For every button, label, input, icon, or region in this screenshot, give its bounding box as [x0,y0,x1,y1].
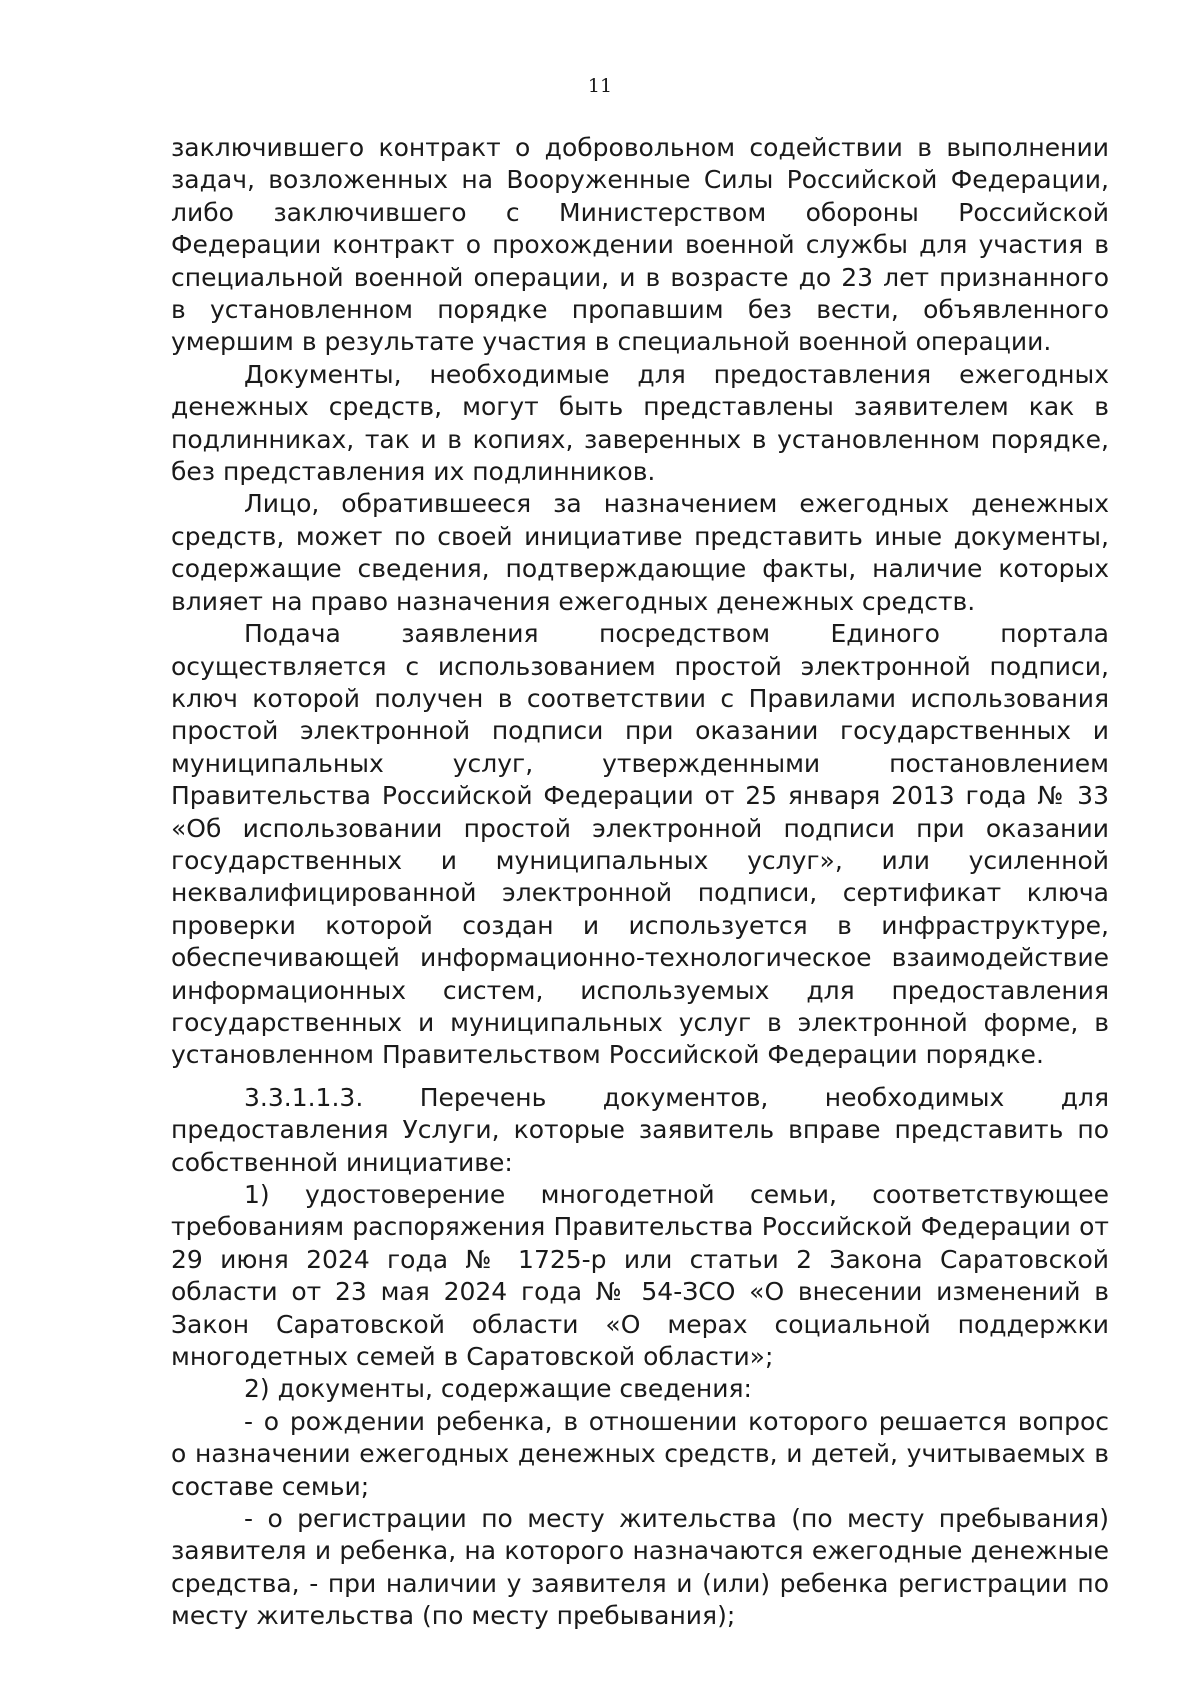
list-item-2: 2) документы, содержащие сведения: [244,1374,752,1404]
paragraph-documents-originals: Документы, необходимые для предоставления ежегодных денежных средств, могут быть представлены заявителем как в подлинниках, так и в копиях, заверенных в установленном порядке, без представления их подлинников. [171,359,1109,487]
paragraph-additional-documents: Лицо, обратившееся за назначением ежегодных денежных средств, может по своей инициативе представить иные документы, содержащие сведения, подтверждающие факты, наличие которых влияет на право назначения ежегодных денежных средств. [171,489,1109,616]
page-number: 11 [587,75,613,97]
list-item-1: 1) удостоверение многодетной семьи, соответствующее требованиям распоряжения Правительства Российской Федерации от 29 июня 2024 года № 1725-р или статьи 2 Закона Саратовской области от 23 мая 2024 года № 54-ЗСО «О внесении изменений в Закон Саратовской области «О мерах социальной поддержки многодетных семей в Саратовской области»; [171,1180,1109,1372]
paragraph-section-heading: 3.3.1.1.3. Перечень документов, необходимых для предоставления Услуги, которые заявитель вправе представить по собственной инициативе: [171,1082,1109,1177]
sub-item-birth: - о рождении ребенка, в отношении которого решается вопрос о назначении ежегодных денежных средств, и детей, учитываемых в составе семьи; [171,1406,1109,1501]
sub-item-registration: - о регистрации по месту жительства (по месту пребывания) заявителя и ребенка, на которого назначаются ежегодные денежные средства, - при наличии у заявителя и (или) ребенка регистрации по месту жительства (по месту пребывания); [171,1504,1109,1631]
document-body [171,132,1109,1633]
paragraph-electronic-signature: Подача заявления посредством Единого портала осуществляется с использованием простой электронной подписи, ключ которой получен в соответствии с Правилами использования простой электронной подписи при оказании государственных и муниципальных услуг, утвержденными постановлением Правительства Российской Федерации от 25 января 2013 года № 33 «Об использовании простой электронной подписи при оказании государственных и муниципальных услуг», или усиленной неквалифицированной электронной подписи, сертификат ключа проверки которой создан и используется в инфраструктуре, обеспечивающей информационно-технологическое взаимодействие информационных систем, используемых для предоставления государственных и муниципальных услуг в электронной форме, в установленном Правительством Российской Федерации порядке. [171,619,1109,1070]
paragraph-continuation: заключившего контракт о добровольном содействии в выполнении задач, возложенных на Вооруженные Силы Российской Федерации, либо заключившего с Министерством обороны Российской Федерации контракт о прохождении военной службы для участия в специальной военной операции, и в возрасте до 23 лет признанного в установленном порядке пропавшим без вести, объявленного умершим в результате участия в специальной военной операции. [171,133,1109,357]
